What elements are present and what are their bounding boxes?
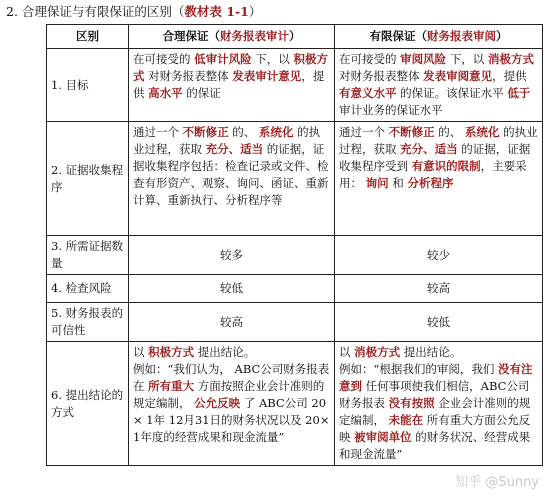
highlight-text: 发表审计意见 [232,69,302,83]
row-label: 4. 检查风险 [47,275,129,303]
cell-text: 的执业过程，获取 [133,125,321,156]
cell-text: 审计业务的保证水平 [339,103,443,117]
header-difference: 区别 [47,25,129,49]
table-row [47,236,543,275]
highlight-text: 充分、适当 [205,142,264,156]
highlight-text: 审阅风险 [400,52,447,66]
highlight-text: 充分、适当 [400,142,458,156]
cell-text: 提出结论。 [400,345,462,359]
cell-text: 在可接受的 [339,52,401,66]
highlight-text: 有意义水平 [339,86,397,100]
header-c1-text: 合理保证（ [162,29,220,43]
table-row [47,342,543,466]
highlight-text: 没有注意到 [339,362,533,393]
cell-text: 例如：“我们认为， ABC公司财务报表在 [133,362,330,393]
cell-text: 所有重大方面公允反映 [339,413,531,444]
header-c2-text: 有限保证（ [369,29,427,43]
highlight-text: 积极方式 [133,52,328,83]
row-left-cell: 较低 [129,275,335,303]
header-reasonable-assurance [129,25,335,49]
row-right-cell: 较少 [335,236,543,275]
heading-tag: 教材表 1-1 [184,4,249,19]
section-heading [6,2,546,22]
row-right-cell [335,342,543,466]
highlight-text: 高水平 [148,86,183,100]
highlight-text: 分析程序 [407,176,454,190]
heading-prefix: 2. 合理保证与有限保证的区别（ [6,4,185,19]
cell-text: 任何事项使我们相信，ABC公司财务报表 [339,379,530,410]
cell-text: 的执业过程，获取 [339,125,538,156]
cell-text: 方面按照企业会计准则的规定编制， [133,379,325,410]
cell-text: 企业会计准则的规定编制， [339,396,531,427]
header-limited-assurance [335,25,543,49]
row-right-cell [335,122,543,236]
row-label: 5. 财务报表的可信性 [47,303,129,342]
comparison-table [46,24,543,466]
table-row [47,303,543,342]
cell-text: 的、 [434,125,465,139]
highlight-text: 有意识的限制 [411,159,481,173]
cell-text: 通过一个 [339,125,389,139]
row-right-cell [335,49,543,122]
cell-text: ，主要采用： [339,159,527,190]
highlight-text: 不断修正 [182,125,229,139]
header-c2-highlight: 财务报表审阅 [427,29,496,43]
highlight-text: 消极方式 [354,345,401,359]
cell-text: 和 [388,176,408,190]
row-label: 3. 所需证据数量 [47,236,129,275]
highlight-text: 积极方式 [148,345,195,359]
highlight-text: 发表审阅意见 [423,69,493,83]
highlight-text: 所有重大 [148,379,195,393]
highlight-text: 消极方式 [487,52,534,66]
cell-text: 对财务报表整体 [144,69,233,83]
table-row [47,122,543,236]
cell-text: 在可接受的 [133,52,195,66]
row-right-cell: 较低 [335,303,543,342]
highlight-text: 被审阅单位 [354,430,412,444]
cell-text: 例如：“根据我们的审阅，我们 [339,362,499,376]
table-row [47,275,543,303]
cell-text: 的保证 [182,86,221,100]
cell-text: ，提供 [492,69,527,83]
row-label: 1. 目标 [47,49,129,122]
cell-text: 以 [339,345,355,359]
header-c1-end: ） [289,29,301,43]
cell-text: 的保证。该保证水平 [396,86,508,100]
cell-text: 提出结论。 [194,345,256,359]
cell-text: 以 [133,345,149,359]
row-left-cell [129,122,335,236]
row-left-cell: 较多 [129,236,335,275]
highlight-text: 公允反映 [194,396,241,410]
cell-text: 通过一个 [133,125,183,139]
cell-text: 的证据，证据收集程序受到 [339,142,531,173]
row-left-cell [129,49,335,122]
cell-text: ，提供 [133,69,325,100]
watermark: 知乎 @Sunny [455,475,539,490]
table-row [47,49,543,122]
cell-text: 对财务报表整体 [339,69,424,83]
row-label: 2. 证据收集程序 [47,122,129,236]
highlight-text: 不断修正 [388,125,435,139]
cell-text: 下，以 [251,52,294,66]
cell-text: 了 ABC公司 20× 1年 12月31日的财务状况以及 20× 1年度的经营成果和现金流量” [133,396,330,444]
table-header-row [47,25,543,49]
cell-text: 的财务状况、经营成果和现金流量” [339,430,531,461]
row-label: 6. 提出结论的方式 [47,342,129,466]
cell-text: 下，以 [446,52,488,66]
highlight-text: 低审计风险 [194,52,252,66]
row-left-cell: 较高 [129,303,335,342]
cell-text: 的、 [228,125,259,139]
highlight-text: 系统化 [464,125,500,139]
highlight-text: 系统化 [258,125,294,139]
header-c1-highlight: 财务报表审计 [220,29,289,43]
row-left-cell [129,342,335,466]
highlight-text: 询问 [365,176,389,190]
cell-text: 的证据，证据收集程序包括：检查记录或文件、检查有形资产、观察、询问、函证、重新计算、重新执行、分析程序等 [133,142,329,207]
highlight-text: 低于 [507,86,531,100]
row-right-cell: 较高 [335,275,543,303]
highlight-text: 没有按照 [388,396,435,410]
header-c2-end: ） [496,29,508,43]
heading-suffix: ） [248,4,262,19]
highlight-text: 未能在 [388,413,424,427]
